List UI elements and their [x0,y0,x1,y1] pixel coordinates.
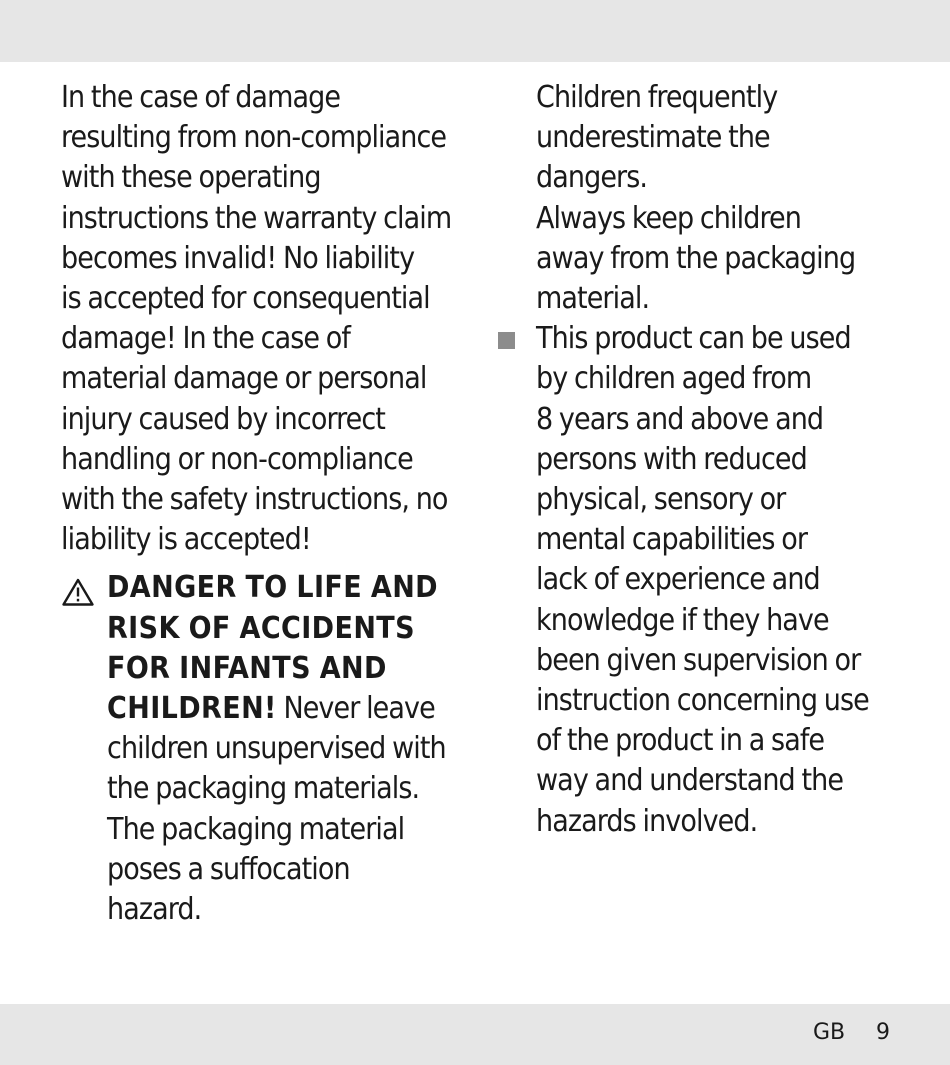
bullet-line: way and understand the [536,763,844,799]
paragraph-line: is accepted for consequential [61,281,430,317]
warning-body-text: Never leave [283,691,435,727]
paragraph-line: injury caused by incorrect [61,401,385,437]
paragraph-line: becomes invalid! No liability [61,240,415,276]
continuation-line: Always keep children [536,200,801,236]
bullet-line: physical, sensory or [536,482,786,518]
paragraph-line: In the case of damage [61,80,341,115]
paragraph-line: material damage or personal [61,361,427,397]
paragraph-line: instructions the warranty claim [61,200,452,236]
right-column [536,78,936,842]
paragraph-line: damage! In the case of [61,321,350,357]
warning-body-line: The packaging material [107,811,405,847]
warning-heading-line: FOR INFANTS AND [107,650,387,686]
liability-paragraph [61,78,466,560]
bullet-line: by children aged from [536,361,812,397]
footer-band [0,1004,950,1065]
header-band [0,0,950,62]
danger-warning [61,568,466,930]
warning-heading-line: CHILDREN! [107,691,277,727]
warning-heading-line: RISK OF ACCIDENTS [107,610,415,646]
bullet-line: lack of experience and [536,562,820,598]
continuation-line: Children frequently [536,80,778,115]
bullet-line: hazards involved. [536,803,758,839]
bullet-line: instruction concerning use [536,683,869,719]
bullet-line: been given supervision or [536,642,861,678]
warning-heading-line: DANGER TO LIFE AND [107,570,438,606]
bullet-line: This product can be used [536,321,851,357]
bullet-item [536,319,936,842]
continuation-line: underestimate the [536,120,770,156]
bullet-line: 8 years and above and [536,401,824,437]
bullet-line: persons with reduced [536,441,807,477]
bullet-line: knowledge if they have [536,602,829,638]
paragraph-line: handling or non-compliance [61,441,413,477]
page-number: 9 [876,1020,890,1045]
paragraph-line: with these operating [61,160,321,196]
continuation-text [536,78,936,319]
warning-triangle-icon [61,577,95,607]
bullet-square-icon [498,332,515,349]
warning-body-line: the packaging materials. [107,771,420,807]
warning-body-line: poses a suffocation [107,851,350,887]
bullet-line: mental capabilities or [536,522,808,558]
left-column [61,78,466,930]
footer-language-code: GB [813,1020,846,1045]
paragraph-line: liability is accepted! [61,522,311,558]
bullet-line: of the product in a safe [536,723,825,759]
paragraph-line: resulting from non-compliance [61,120,447,156]
continuation-line: away from the packaging [536,240,856,276]
continuation-line: dangers. [536,160,648,196]
warning-body-line: children unsupervised with [107,731,446,767]
continuation-line: material. [536,281,650,317]
warning-body-line: hazard. [107,892,202,928]
paragraph-line: with the safety instructions, no [61,482,448,518]
